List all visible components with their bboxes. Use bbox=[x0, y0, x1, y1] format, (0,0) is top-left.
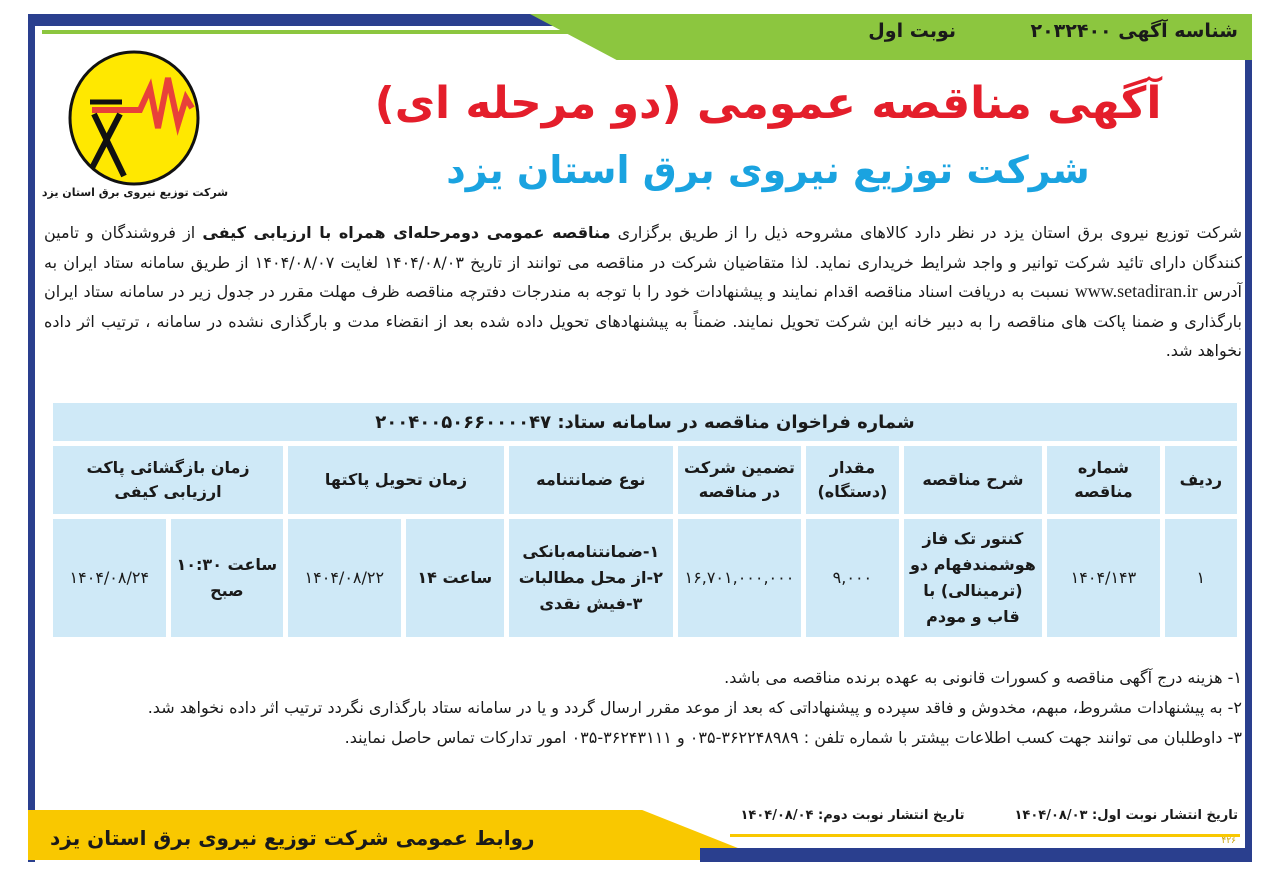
cell-index: ۱ bbox=[1165, 519, 1237, 637]
cell-quantity: ۹,۰۰۰ bbox=[806, 519, 898, 637]
cell-description: کنتور تک فاز هوشمندفهام دو (ترمینالی) با قاب و مودم bbox=[904, 519, 1043, 637]
header-row-index: ردیف bbox=[1165, 446, 1237, 514]
intro-text-1: شرکت توزیع نیروی برق استان یزد در نظر دارد کالاهای مشروحه ذیل را از طریق برگزاری bbox=[610, 223, 1243, 242]
first-publication-date: تاریخ انتشار نوبت اول: ۱۴۰۴/۰۸/۰۳ bbox=[1014, 808, 1238, 823]
intro-text-3: نسبت به دریافت اسناد مناقصه اقدام نمایند و پیشنهادات خود را با توجه به مندرجات دفترچه مناقصه ظرف مهلت مقرر در جدول زیر در سامانه ستاد ایران بارگذاری و ضمنا پاکت های مناقصه را به دبیر خانه این شرکت تحویل نمایند. ضمناً به پیشنهادهای تحویل داده شده بعد از انقضاء مدت و بارگذاری نشده در سامانه ، ترتیب اثر داده نخواهد شد. bbox=[44, 282, 1242, 360]
setadiran-link[interactable]: www.setadiran.ir bbox=[1074, 281, 1198, 301]
cell-delivery-time: ساعت ۱۴ bbox=[406, 519, 504, 637]
notes-list bbox=[44, 663, 1242, 753]
header-tender-number: شماره مناقصه bbox=[1047, 446, 1159, 514]
ad-id: شناسه آگهی ۲۰۳۲۴۰۰ bbox=[1030, 20, 1238, 42]
logo-caption: شرکت توزیع نیروی برق استان یزد bbox=[41, 186, 229, 199]
intro-paragraph bbox=[44, 218, 1242, 366]
cell-opening-date: ۱۴۰۴/۰۸/۲۴ bbox=[53, 519, 166, 637]
header-guarantee-type: نوع ضمانتنامه bbox=[509, 446, 673, 514]
ad-title: آگهی مناقصه عمومی (دو مرحله ای) bbox=[374, 78, 1162, 129]
publication-dates bbox=[691, 808, 1239, 823]
page-code: ۴۲۶ bbox=[1221, 836, 1236, 846]
guarantee-type-1: ۱-ضمانتنامه‌بانکی bbox=[522, 542, 660, 561]
note-item: ۳- داوطلبان می توانند جهت کسب اطلاعات بیشتر با شماره تلفن : ۳۶۲۲۴۸۹۸۹-۰۳۵ و ۳۶۲۴۳۱۱۱-۰۳۵ امور تدارکات تماس حاصل نمایند. bbox=[344, 728, 1242, 747]
ad-subtitle: شرکت توزیع نیروی برق استان یزد bbox=[446, 148, 1090, 192]
cell-opening-time: ساعت ۱۰:۳۰ صبح bbox=[171, 519, 283, 637]
cell-guarantee-type bbox=[509, 519, 673, 637]
public-relations-signature: روابط عمومی شرکت توزیع نیروی برق استان یزد bbox=[50, 826, 535, 850]
header-delivery-time: زمان تحویل پاکتها bbox=[288, 446, 504, 514]
note-item: ۱- هزینه درج آگهی مناقصه و کسورات قانونی به عهده برنده مناقصه می باشد. bbox=[724, 668, 1242, 687]
header-quantity: مقدار (دستگاه) bbox=[806, 446, 898, 514]
intro-bold: مناقصه عمومی دومرحله‌ای همراه با ارزیابی کیفی bbox=[202, 223, 611, 242]
company-logo-icon bbox=[62, 48, 202, 188]
guarantee-type-2: ۲-از محل مطالبات bbox=[518, 568, 663, 587]
header-guarantee: تضمین شرکت در مناقصه bbox=[678, 446, 802, 514]
publication-turn: نوبت اول bbox=[868, 20, 956, 42]
cell-delivery-date: ۱۴۰۴/۰۸/۲۲ bbox=[288, 519, 400, 637]
guarantee-type-3: ۳-فیش نقدی bbox=[539, 594, 643, 613]
second-publication-date: تاریخ انتشار نوبت دوم: ۱۴۰۴/۰۸/۰۴ bbox=[740, 808, 965, 823]
top-stripe bbox=[42, 30, 602, 34]
note-item: ۲- به پیشنهادات مشروط، مبهم، مخدوش و فاقد سپرده و پیشنهاداتی که بعد از موعد مقرر ارسال گردد و یا در سامانه ستاد بارگذاری نگردد ترتیب اثر داده نخواهد شد. bbox=[147, 698, 1242, 717]
tender-call-number: شماره فراخوان مناقصه در سامانه ستاد: ۲۰۰۴۰۰۵۰۶۶۰۰۰۰۴۷ bbox=[53, 403, 1237, 441]
cell-tender-number: ۱۴۰۴/۱۴۳ bbox=[1047, 519, 1159, 637]
bottom-stripe bbox=[730, 834, 1240, 837]
table-row bbox=[53, 519, 1237, 637]
cell-guarantee: ۱۶,۷۰۱,۰۰۰,۰۰۰ bbox=[678, 519, 802, 637]
header-opening-time: زمان بازگشائی پاکت ارزیابی کیفی bbox=[53, 446, 283, 514]
intro-text-2: از فروشندگان و تامین کنندگان دارای تائید شرکت توانیر و واجد شرایط خریداری نماید. لذا متقاضیان شرکت در مناقصه می توانند از تاریخ ۱۴۰۴/۰۸/۰۳ لغایت ۱۴۰۴/۰۸/۰۷ از طریق سامانه ستاد ایران به آدرس bbox=[44, 223, 1243, 301]
header-description: شرح مناقصه bbox=[904, 446, 1043, 514]
bottom-blue-band bbox=[700, 848, 1252, 862]
tender-table bbox=[48, 398, 1242, 642]
